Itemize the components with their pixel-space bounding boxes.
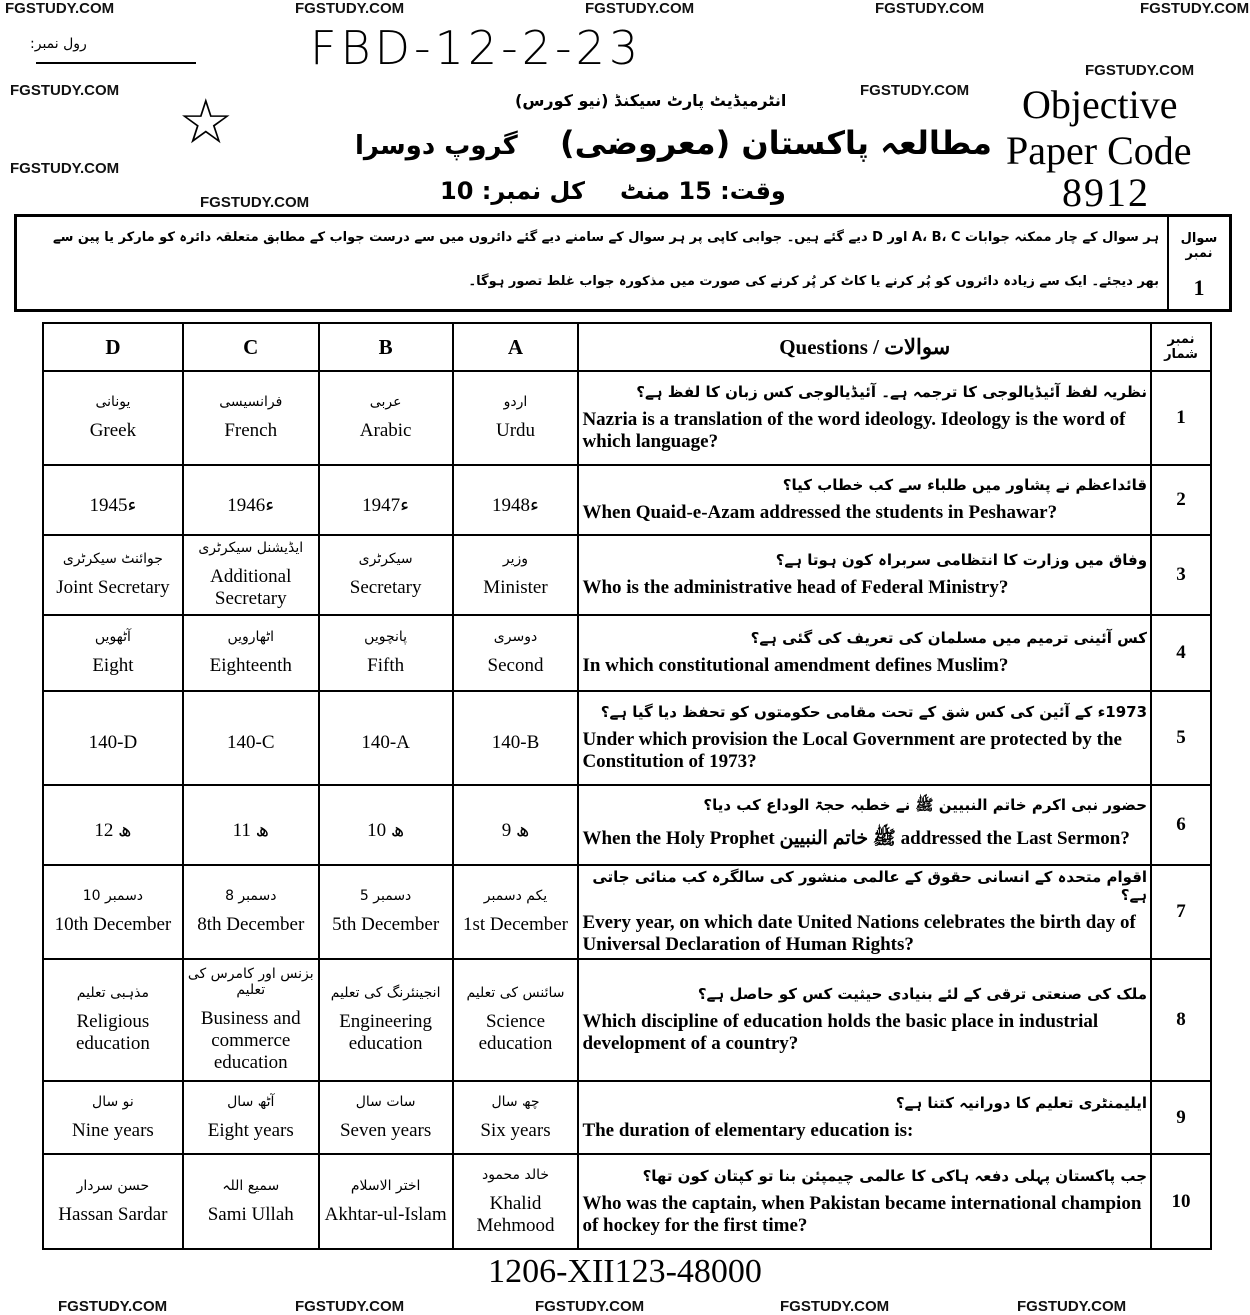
header-d: D [43, 323, 183, 371]
option-b-text: Engineering education [339, 1011, 433, 1054]
question-urdu: نظریہ لفظ آئیڈیالوجی کا ترجمہ ہے۔ آئیڈیالوجی کس زبان کا لفظ ہے؟ [636, 383, 1148, 401]
option-c [183, 691, 319, 785]
option-c-text: Eight years [207, 1119, 294, 1141]
watermark: FGSTUDY.COM [860, 82, 970, 99]
option-d-text: Greek [89, 420, 137, 441]
watermark: FGSTUDY.COM [58, 1298, 168, 1315]
option-b [319, 615, 453, 691]
option-d-text: 12 ھ [94, 819, 132, 841]
option-c [183, 371, 319, 465]
option-a-text: Urdu [495, 420, 536, 441]
footer-code: 1206-XII123-48000 [488, 1253, 762, 1290]
table-row [43, 865, 1211, 959]
objective-label: Objective [1022, 82, 1178, 127]
roll-line [36, 62, 196, 64]
option-a [453, 1081, 579, 1154]
option-a-text: Science education [478, 1011, 553, 1054]
question-number: 9 [1151, 1081, 1211, 1154]
option-a [453, 535, 579, 615]
option-d-text: 1945ء [89, 494, 137, 516]
option-b-urdu: پانچویں [364, 629, 408, 645]
option-b-urdu: انجینئرنگ کی تعلیم [330, 985, 441, 1001]
question-number: 3 [1151, 535, 1211, 615]
option-d-urdu: یونانی [95, 394, 131, 410]
option-c-text: 8th December [197, 914, 305, 935]
option-c-urdu: اٹھارویں [227, 629, 275, 645]
watermark: FGSTUDY.COM [585, 0, 695, 17]
table-row [43, 1081, 1211, 1154]
option-c [183, 1081, 319, 1154]
option-c-urdu: سمیع اللہ [222, 1177, 280, 1194]
option-b [319, 1154, 453, 1249]
option-b [319, 959, 453, 1081]
header-questions: Questions / سوالات [578, 323, 1151, 371]
option-d [43, 535, 183, 615]
option-c [183, 865, 319, 959]
question-urdu: 1973ء کے آئین کی کس شق کے تحت مقامی حکومتوں کو تحفظ دیا گیا ہے؟ [600, 703, 1148, 721]
option-a [453, 615, 579, 691]
option-c-text: 140-C [227, 732, 275, 753]
option-a [453, 865, 579, 959]
option-a-urdu: خالد محمود [481, 1166, 550, 1183]
question-number: 5 [1151, 691, 1211, 785]
question-number: 10 [1151, 1154, 1211, 1249]
question-number: 4 [1151, 615, 1211, 691]
question-urdu: قائداعظم نے پشاور میں طلباء سے کب خطاب کیا؟ [782, 476, 1148, 494]
option-b-text: 10 ھ [367, 819, 405, 841]
option-b [319, 1081, 453, 1154]
question-number: 1 [1193, 275, 1205, 300]
option-b-text: Secretary [349, 577, 422, 598]
option-b [319, 785, 453, 865]
option-d [43, 371, 183, 465]
watermark: FGSTUDY.COM [10, 82, 120, 99]
option-d [43, 1081, 183, 1154]
question-english: In which constitutional amendment defines Muslim? [582, 655, 1009, 676]
watermark: FGSTUDY.COM [1140, 0, 1250, 17]
question-english: Under which provision the Local Government are protected by the Constitution of 1973? [582, 729, 1122, 772]
option-d-urdu: جوائنٹ سیکرٹری [62, 551, 163, 567]
option-d [43, 1154, 183, 1249]
board-code: FBD-12-2-23 [310, 21, 643, 75]
watermark: FGSTUDY.COM [1085, 62, 1195, 79]
option-b-urdu: سیکرٹری [358, 551, 413, 567]
question-english: Nazria is a translation of the word ideology. Ideology is the word of which language? [582, 409, 1126, 452]
instructions-question-number [1167, 217, 1229, 309]
question-number: 7 [1151, 865, 1211, 959]
question-number: 8 [1151, 959, 1211, 1081]
header-number: نمبر شمار [1151, 323, 1211, 371]
group: گروپ دوسرا [355, 131, 518, 161]
option-c-text: Additional Secretary [210, 566, 292, 609]
question-urdu: جب پاکستان پہلی دفعہ ہاکی کا عالمی چیمپئن بنا تو کپتان کون تھا؟ [642, 1166, 1148, 1185]
option-c-text: Eighteenth [209, 655, 292, 676]
paper-code: 8912 [1062, 170, 1150, 215]
question-number: 1 [1151, 371, 1211, 465]
table-row [43, 785, 1211, 865]
table-row [43, 535, 1211, 615]
question-english: Who was the captain, when Pakistan became international champion of hockey for the first time? [582, 1192, 1142, 1236]
option-a [453, 785, 579, 865]
option-c [183, 535, 319, 615]
question-number: 2 [1151, 465, 1211, 535]
option-d [43, 785, 183, 865]
question-english: Which discipline of education holds the basic place in industrial development of a country? [582, 1011, 1099, 1054]
option-a-text: 1st December [463, 914, 568, 935]
total-marks: کل نمبر: 10 [440, 177, 585, 205]
option-a-urdu: یکم دسمبر [483, 888, 548, 904]
option-d [43, 691, 183, 785]
question-cell [578, 691, 1151, 785]
question-number: 6 [1151, 785, 1211, 865]
option-a-text: 1948ء [492, 494, 539, 516]
watermark: FGSTUDY.COM [5, 0, 115, 17]
option-c-text: French [224, 420, 278, 441]
option-a [453, 371, 579, 465]
table-row [43, 691, 1211, 785]
table-header [43, 323, 1211, 371]
question-cell [578, 535, 1151, 615]
question-cell [578, 959, 1151, 1081]
watermark: FGSTUDY.COM [295, 1298, 405, 1315]
star-icon: ☆ [178, 89, 234, 157]
question-cell [578, 615, 1151, 691]
header-c: C [183, 323, 319, 371]
option-a-text: Minister [483, 577, 548, 598]
watermark: FGSTUDY.COM [200, 194, 310, 211]
watermark: FGSTUDY.COM [1017, 1298, 1127, 1315]
question-cell [578, 865, 1151, 959]
instruction-line-1: ہر سوال کے چار ممکنہ جوابات A، B، C اور D دیے گئے ہیں۔ جوابی کاپی پر ہر سوال کے سامنے دیے گئے دائروں میں سے درست جواب کے مطابق متعلقہ دائرہ کو مارکر یا پین سے [52, 230, 1159, 245]
option-b [319, 535, 453, 615]
option-d-urdu: نو سال [92, 1093, 134, 1110]
option-c-urdu: 8 دسمبر [225, 888, 277, 904]
option-b-urdu: عربی [369, 394, 402, 410]
option-d [43, 615, 183, 691]
option-c [183, 615, 319, 691]
question-cell [578, 465, 1151, 535]
option-c [183, 785, 319, 865]
table-row [43, 959, 1211, 1081]
option-d-text: 10th December [54, 914, 172, 935]
option-a-urdu: دوسری [493, 629, 538, 645]
question-cell [578, 785, 1151, 865]
question-number-label: سوال نمبر [1180, 231, 1218, 261]
option-b-text: Arabic [359, 420, 412, 441]
option-c [183, 959, 319, 1081]
instruction-line-2: بھر دیجئے۔ ایک سے زیادہ دائروں کو پُر کرنے یا کاٹ کر پُر کرنے کی صورت میں مذکورہ جواب غلط تصور ہوگا۔ [468, 274, 1159, 289]
option-d [43, 465, 183, 535]
question-urdu: کس آئینی ترمیم میں مسلمان کی تعریف کی گئی ہے؟ [750, 629, 1148, 647]
question-cell [578, 371, 1151, 465]
option-c-urdu: ایڈیشنل سیکرٹری [198, 540, 304, 556]
option-c-urdu: آٹھ سال [227, 1093, 275, 1110]
option-d [43, 865, 183, 959]
option-a-text: Khalid Mehmood [476, 1192, 555, 1236]
option-c-urdu: بزنس اور کامرس کی تعلیم [187, 966, 314, 998]
table-row [43, 615, 1211, 691]
question-english: The duration of elementary education is: [582, 1119, 914, 1141]
paper-code-label: Paper Code [1006, 128, 1192, 173]
option-b-text: Fifth [367, 655, 405, 676]
question-urdu: ایلیمنٹری تعلیم کا دورانیہ کتنا ہے؟ [895, 1093, 1148, 1112]
option-c [183, 1154, 319, 1249]
option-a-urdu: وزیر [502, 551, 529, 567]
option-b-urdu: 5 دسمبر [359, 888, 412, 904]
questions-table [42, 322, 1212, 1250]
option-d [43, 959, 183, 1081]
option-d-text: Joint Secretary [56, 577, 170, 598]
option-c-text: 11 ھ [232, 819, 269, 841]
option-c-text: Sami Ullah [207, 1203, 294, 1225]
option-b-text: Seven years [339, 1119, 432, 1141]
header-a: A [453, 323, 579, 371]
option-a-urdu: چھ سال [491, 1093, 540, 1110]
header-b: B [319, 323, 453, 371]
question-urdu: وفاق میں وزارت کا انتظامی سربراہ کون ہوتا ہے؟ [775, 551, 1148, 569]
option-b [319, 371, 453, 465]
watermark: FGSTUDY.COM [535, 1298, 645, 1315]
table-row [43, 465, 1211, 535]
option-a [453, 691, 579, 785]
question-cell [578, 1154, 1151, 1249]
option-c-text: 1946ء [227, 494, 275, 516]
option-d-urdu: آٹھویں [94, 629, 131, 645]
option-a [453, 959, 579, 1081]
option-b [319, 465, 453, 535]
roll-label: رول نمبر: [30, 36, 87, 52]
option-d-text: Hassan Sardar [58, 1203, 168, 1225]
watermark: FGSTUDY.COM [10, 160, 120, 177]
question-cell [578, 1081, 1151, 1154]
instructions-box [14, 214, 1232, 312]
question-urdu: اقوام متحدہ کے انسانی حقوق کے عالمی منشور کی سالگرہ کب منائی جاتی ہے؟ [592, 868, 1148, 904]
option-a-text: Second [487, 655, 544, 676]
table-row [43, 1154, 1211, 1249]
option-b-urdu: سات سال [355, 1093, 416, 1110]
option-c-urdu: فرانسیسی [219, 394, 283, 410]
option-a-text: 9 ھ [501, 819, 530, 841]
watermark: FGSTUDY.COM [780, 1298, 890, 1315]
time: وقت: 15 منٹ [620, 177, 786, 205]
option-b-text: 5th December [332, 914, 440, 935]
question-urdu: ملک کی صنعتی ترقی کے لئے بنیادی حیثیت کس کو حاصل ہے؟ [697, 985, 1148, 1003]
option-d-urdu: مذہبی تعلیم [76, 985, 150, 1001]
watermark: FGSTUDY.COM [875, 0, 985, 17]
option-d-text: Nine years [72, 1119, 154, 1141]
table-row [43, 371, 1211, 465]
option-a [453, 465, 579, 535]
option-a [453, 1154, 579, 1249]
question-english: Who is the administrative head of Federal Ministry? [582, 577, 1009, 598]
question-urdu: حضور نبی اکرم خاتم النبیین ﷺ نے خطبہ حجۃ الوداع کب دیا؟ [703, 796, 1148, 814]
option-d-text: 140-D [88, 732, 138, 753]
subject: مطالعہ پاکستان (معروضی) [560, 124, 992, 162]
option-d-urdu: 10 دسمبر [82, 888, 144, 904]
option-b [319, 865, 453, 959]
option-b-urdu: اختر الاسلام [350, 1177, 421, 1194]
option-a-urdu: سائنس کی تعلیم [466, 985, 565, 1001]
option-a-text: Six years [480, 1119, 551, 1141]
option-c [183, 465, 319, 535]
option-d-text: Religious education [75, 1011, 150, 1054]
option-b-text: 1947ء [362, 494, 410, 516]
question-english: When Quaid-e-Azam addressed the students in Peshawar? [582, 502, 1058, 523]
level: انٹرمیڈیٹ پارٹ سیکنڈ (نیو کورس) [515, 91, 787, 110]
option-b-text: Akhtar-ul-Islam [324, 1203, 447, 1225]
option-b [319, 691, 453, 785]
question-english: Every year, on which date United Nations celebrates the birth day of Universal Declaration of Human Rights? [582, 912, 1136, 955]
option-c-text: Business and commerce education [200, 1008, 301, 1073]
watermark: FGSTUDY.COM [295, 0, 405, 17]
option-d-text: Eight [92, 655, 134, 676]
option-a-text: 140-B [491, 732, 540, 753]
option-a-urdu: اردو [503, 394, 528, 410]
question-english: When the Holy Prophet ﷺ خاتم النبیین addressed the Last Sermon? [582, 828, 1130, 849]
option-d-urdu: حسن سردار [76, 1177, 150, 1194]
option-b-text: 140-A [361, 732, 410, 753]
